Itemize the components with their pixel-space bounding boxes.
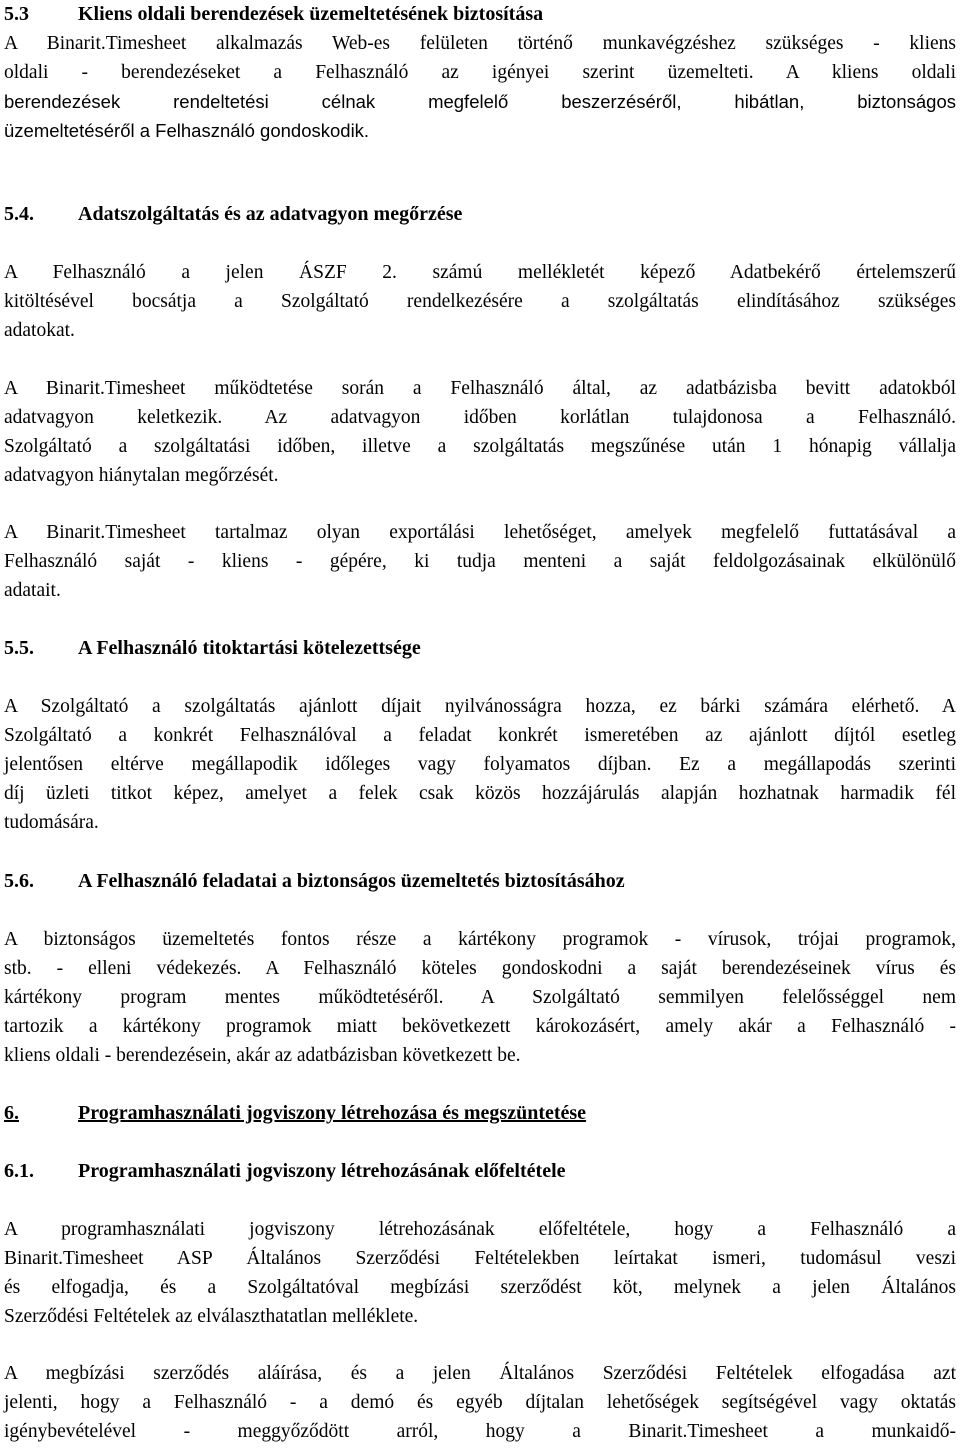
section-6-heading [4,1099,956,1128]
text-line: berendezések rendeltetési célnak megfelelő beszerzéséről, hibátlan, biztonságos [4,91,956,112]
section-number: 5.5. [4,637,34,659]
text-line: A Szolgáltató a szolgáltatás ajánlott díjait nyilvánosságra hozza, ez bárki számára elérhető. A [4,696,956,717]
text-line: A Binarit.Timesheet működtetése során a Felhasználó által, az adatbázisba bevitt adatokból [4,378,956,399]
text-line: és elfogadja, és a Szolgáltatóval megbízási szerződést köt, melynek a jelen Általános [4,1277,956,1298]
section-title: Programhasználati jogviszony létrehozásának előfeltétele [78,1160,566,1182]
section-number: 5.6. [4,870,34,892]
text-line: Szerződési Feltételek az elválaszthatatlan melléklete. [4,1306,419,1327]
section-title: Kliens oldali berendezések üzemeltetésének biztosítása [78,3,544,25]
text-line: Szolgáltató a konkrét Felhasználóval a feladat konkrét ismeretében az ajánlott díjtól esetleg [4,725,956,746]
section-title: A Felhasználó titoktartási kötelezettsége [78,637,421,659]
text-line: jelenti, hogy a Felhasználó - a demó és egyéb díjtalan lehetőségek segítségével vagy oktatás [4,1392,956,1413]
text-line: igénybevételével - meggyőződött arról, hogy a Binarit.Timesheet a munkaidő- [4,1421,956,1442]
text-line: Felhasználó saját - kliens - gépére, ki tudja menteni a saját feldolgozásainak elkülönülő [4,551,956,572]
section-5-4-paragraph-2 [4,374,956,490]
section-5-5-heading [4,634,956,663]
section-number: 5.3 [4,3,29,25]
text-line: adatait. [4,580,61,601]
section-title: Programhasználati jogviszony létrehozása és megszüntetése [78,1102,587,1124]
section-number: 6.1. [4,1160,34,1182]
text-line: adatokat. [4,320,75,341]
section-5-6-heading [4,867,956,896]
section-title: A Felhasználó feladatai a biztonságos üzemeltetés biztosításához [78,870,625,892]
text-line: kliens oldali - berendezésein, akár az adatbázisban következett be. [4,1045,521,1066]
text-line: A biztonságos üzemeltetés fontos része a kártékony programok - vírusok, trójai programok, [4,929,956,950]
section-5-4-paragraph-1 [4,258,956,345]
section-5-4-paragraph-3 [4,518,956,605]
text-line: Szolgáltató a szolgáltatási időben, illetve a szolgáltatás megszűnése után 1 hónapig vállalja [4,436,956,457]
text-line: oldali - berendezéseket a Felhasználó az igényei szerint üzemelteti. A kliens oldali [4,62,956,83]
text-line: A Felhasználó a jelen ÁSZF 2. számú mellékletét képező Adatbekérő értelemszerű [4,262,956,283]
section-6-1-paragraph-2 [4,1359,956,1446]
text-line: A programhasználati jogviszony létrehozásának előfeltétele, hogy a Felhasználó a [4,1219,956,1240]
text-line: A Binarit.Timesheet tartalmaz olyan exportálási lehetőséget, amelyek megfelelő futtatásával a [4,522,956,543]
text-line: üzemeltetéséről a Felhasználó gondoskodik. [4,120,370,141]
section-title: Adatszolgáltatás és az adatvagyon megőrzése [78,203,463,225]
section-5-3-paragraph-1 [4,29,956,145]
section-5-4-heading [4,200,956,229]
text-line: adatvagyon hiánytalan megőrzését. [4,465,279,486]
section-5-3-heading [4,0,956,29]
section-5-5-paragraph-1 [4,692,956,837]
text-line: A Binarit.Timesheet alkalmazás Web-es felületen történő munkavégzéshez szükséges - kliens [4,33,956,54]
text-line: tudomására. [4,812,99,833]
text-line: jelentősen eltérve megállapodik időleges vagy folyamatos díjban. Ez a megállapodás szerinti [4,754,956,775]
text-line: adatvagyon keletkezik. Az adatvagyon időben korlátlan tulajdonosa a Felhasználó. [4,407,956,428]
text-line: stb. - elleni védekezés. A Felhasználó köteles gondoskodni a saját berendezéseinek vírus és [4,958,956,979]
text-line: díj üzleti titkot képez, amelyet a felek csak közös hozzájárulás alapján hozhatnak harmadik fél [4,783,956,804]
section-5-6-paragraph-1 [4,925,956,1070]
text-line: kártékony program mentes működtetéséről. A Szolgáltató semmilyen felelősséggel nem [4,987,956,1008]
section-6-1-heading [4,1157,956,1186]
section-number: 5.4. [4,203,34,225]
text-line: A megbízási szerződés aláírása, és a jelen Általános Szerződési Feltételek elfogadása azt [4,1363,956,1384]
text-line: Binarit.Timesheet ASP Általános Szerződési Feltételekben leírtakat ismeri, tudomásul veszi [4,1248,956,1269]
text-line: tartozik a kártékony programok miatt bekövetkezett károkozásért, amely akár a Felhasználó - [4,1016,956,1037]
section-6-1-paragraph-1 [4,1215,956,1331]
section-number: 6. [4,1102,19,1124]
text-line: kitöltésével bocsátja a Szolgáltató rendelkezésére a szolgáltatás elindításához szükséges [4,291,956,312]
